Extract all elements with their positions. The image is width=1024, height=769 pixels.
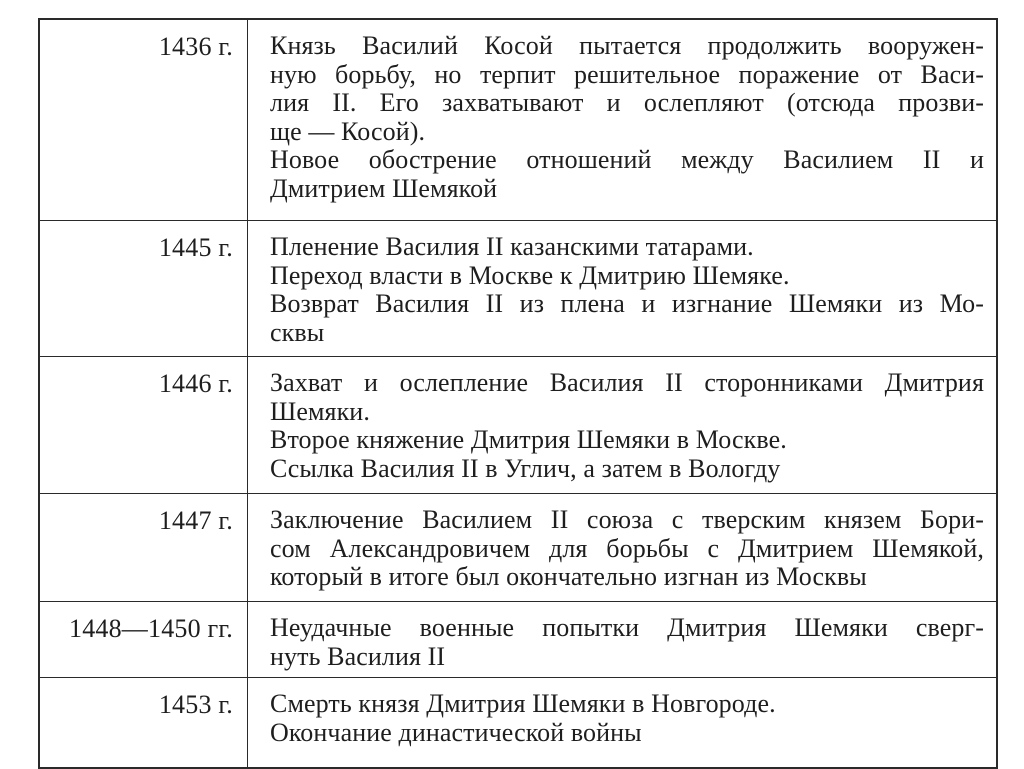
event-line: Новое обострение отношений между Василием II и	[270, 145, 984, 175]
row-date: 1453 г.	[40, 678, 248, 767]
row-date: 1445 г.	[40, 221, 248, 356]
event-line: Переход власти в Москве к Дмитрию Шемяке.	[270, 260, 790, 290]
chronology-table	[38, 18, 998, 769]
event-line: Неудачные военные попытки Дмитрия Шемяки сверг-	[270, 613, 984, 642]
event-line: Шемяки.	[270, 396, 370, 426]
event-line: сквы	[270, 317, 325, 347]
event-line: Пленение Василия II казанскими татарами.	[270, 232, 754, 261]
event-line: который в итоге был окончательно изгнан из Москвы	[270, 562, 867, 592]
event-line: сом Александровичем для борьбы с Дмитрием Шемякой,	[270, 533, 984, 563]
event-line: Возврат Василия II из плена и изгнание Шемяки из Мо-	[270, 289, 984, 319]
row-events	[248, 221, 996, 356]
event-line: Второе княжение Дмитрия Шемяки в Москве.	[270, 425, 787, 455]
table-row	[40, 602, 996, 678]
row-date: 1446 г.	[40, 357, 248, 493]
row-date: 1447 г.	[40, 494, 248, 601]
table-row	[40, 678, 996, 767]
row-events	[248, 602, 996, 677]
row-events	[248, 678, 996, 767]
table-row	[40, 20, 996, 221]
event-line: ще — Косой).	[270, 116, 426, 146]
event-line: ную борьбу, но терпит решительное поражение от Васи-	[270, 59, 984, 89]
event-line: Князь Василий Косой пытается продолжить вооружен-	[270, 31, 984, 60]
row-date: 1436 г.	[40, 20, 248, 220]
event-line: Смерть князя Дмитрия Шемяки в Новгороде.	[270, 689, 776, 718]
row-events	[248, 494, 996, 601]
event-line: нуть Василия II	[270, 641, 446, 671]
event-line: Окончание династической войны	[270, 717, 642, 747]
table-row	[40, 221, 996, 357]
table-row	[40, 494, 996, 602]
row-events	[248, 357, 996, 493]
row-events	[248, 20, 996, 220]
event-line: лия II. Его захватывают и ослепляют (отсюда прозви-	[270, 88, 984, 118]
event-line: Дмитрием Шемякой	[270, 173, 498, 203]
table-row	[40, 357, 996, 494]
event-line: Заключение Василием II союза с тверским князем Бори-	[270, 505, 984, 534]
row-date: 1448—1450 гг.	[40, 602, 248, 677]
event-line: Захват и ослепление Василия II сторонниками Дмитрия	[270, 368, 984, 397]
event-line: Ссылка Василия II в Углич, а затем в Вологду	[270, 453, 781, 483]
